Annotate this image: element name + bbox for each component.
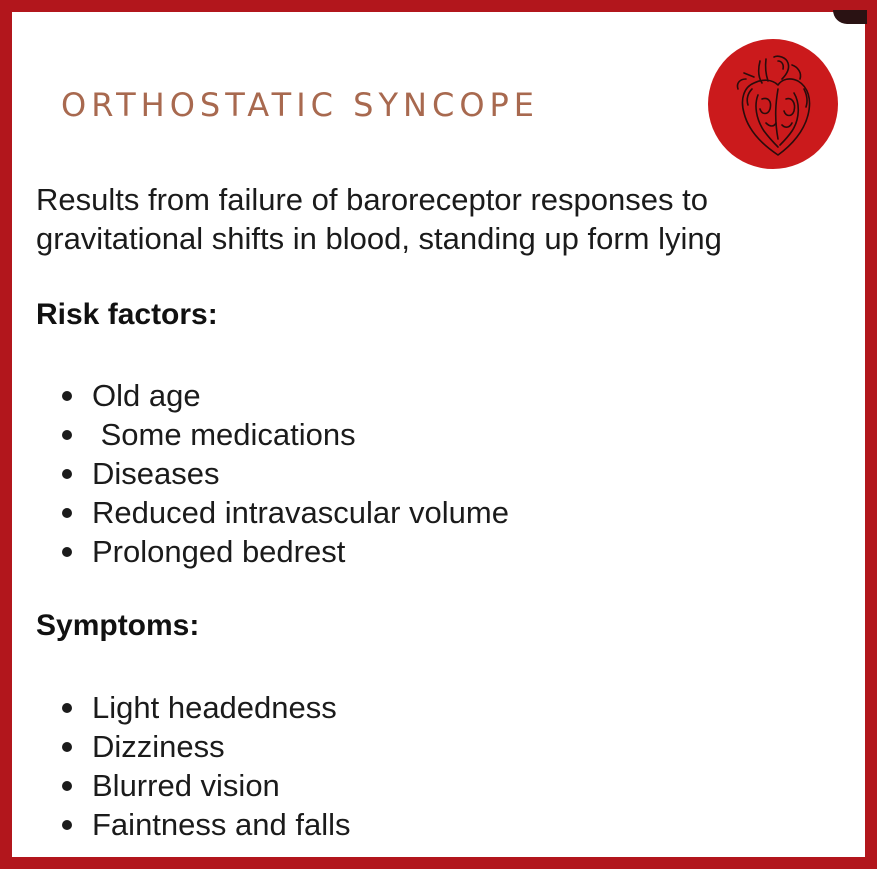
list-item-text: Light headedness [92, 690, 337, 725]
list-item [36, 493, 509, 532]
list-item [36, 727, 350, 766]
bullet-icon [62, 703, 72, 713]
symptoms-list [36, 688, 350, 844]
bullet-icon [62, 508, 72, 518]
list-item [36, 766, 350, 805]
anatomical-heart-icon [708, 39, 838, 169]
list-item [36, 688, 350, 727]
page-title: ORTHOSTATIC SYNCOPE [61, 86, 540, 124]
list-item [36, 805, 350, 844]
bullet-icon [62, 469, 72, 479]
corner-decoration [833, 10, 867, 24]
list-item-text: Diseases [92, 456, 220, 491]
intro-text: Results from failure of baroreceptor responses to gravitational shifts in blood, standing up form lying [36, 182, 722, 256]
list-item [36, 415, 509, 454]
bullet-icon [62, 547, 72, 557]
bullet-icon [62, 391, 72, 401]
risk-factors-list [36, 376, 509, 571]
list-item-text: Faintness and falls [92, 807, 351, 842]
bullet-icon [62, 430, 72, 440]
bullet-icon [62, 781, 72, 791]
list-item-text: Some medications [92, 417, 356, 452]
symptoms-heading: Symptoms: [36, 609, 200, 642]
list-item [36, 376, 509, 415]
list-item-text: Reduced intravascular volume [92, 495, 509, 530]
list-item-text: Prolonged bedrest [92, 534, 346, 569]
list-item-text: Blurred vision [92, 768, 280, 803]
list-item-text: Dizziness [92, 729, 225, 764]
list-item [36, 532, 509, 571]
bullet-icon [62, 820, 72, 830]
risk-factors-heading: Risk factors: [36, 298, 218, 331]
list-item [36, 454, 509, 493]
list-item-text: Old age [92, 378, 201, 413]
bullet-icon [62, 742, 72, 752]
